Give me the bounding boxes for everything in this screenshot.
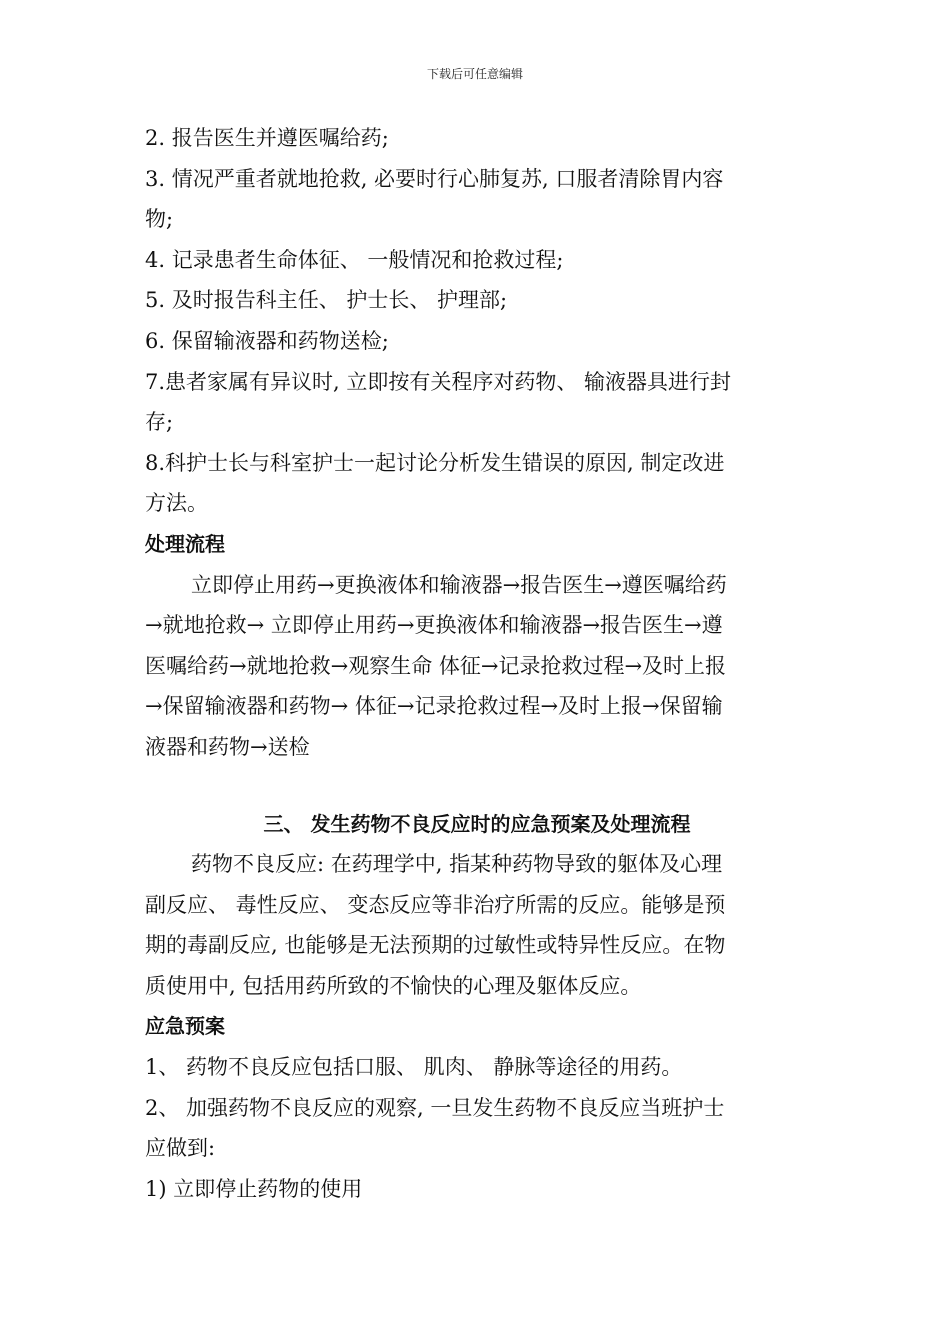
process-line: 医嘱给药→就地抢救→观察生命 体征→记录抢救过程→及时上报 — [145, 653, 727, 678]
list-item-6: 6. 保留输液器和药物送检; — [145, 328, 389, 353]
process-line: →就地抢救→ 立即停止用药→更换液体和输液器→报告医生→遵 — [145, 613, 723, 638]
section-3-title: 三、 发生药物不良反应时的应急预案及处理流程 — [263, 811, 691, 836]
list-item-7: 7.患者家属有异议时, 立即按有关程序对药物、 输液器具进行封 — [145, 369, 732, 394]
process-line: 液器和药物→送检 — [145, 734, 310, 759]
definition-line: 药物不良反应: 在药理学中, 指某种药物导致的躯体及心理 — [191, 852, 723, 877]
plan-item-2: 2、 加强药物不良反应的观察, 一旦发生药物不良反应当班护士 — [145, 1095, 725, 1120]
plan-heading: 应急预案 — [145, 1014, 225, 1039]
plan-item-2-continued: 应做到: — [145, 1136, 216, 1161]
process-heading: 处理流程 — [145, 531, 225, 556]
section-spacer — [145, 768, 809, 804]
list-item-5: 5. 及时报告科主任、 护士长、 护理部; — [145, 288, 508, 313]
process-line: 立即停止用药→更换液体和输液器→报告医生→遵医嘱给药 — [191, 572, 727, 597]
plan-item-1: 1、 药物不良反应包括口服、 肌肉、 静脉等途径的用药。 — [145, 1055, 683, 1080]
definition-line: 副反应、 毒性反应、 变态反应等非治疗所需的反应。能够是预 — [145, 892, 726, 917]
process-line: →保留输液器和药物→ 体征→记录抢救过程→及时上报→保留输 — [145, 694, 723, 719]
definition-line: 期的毒副反应, 也能够是无法预期的过敏性或特异性反应。在物 — [145, 933, 726, 958]
definition-line: 质使用中, 包括用药所致的不愉快的心理及躯体反应。 — [145, 973, 642, 998]
list-item-7-continued: 存; — [145, 410, 174, 435]
list-item-4: 4. 记录患者生命体征、 一般情况和抢救过程; — [145, 247, 564, 272]
document-body — [145, 118, 809, 1209]
list-item-3: 3. 情况严重者就地抢救, 必要时行心肺复苏, 口服者清除胃内容 — [145, 166, 724, 191]
page-header-note: 下载后可任意编辑 — [426, 67, 523, 81]
plan-subitem-1: 1) 立即停止药物的使用 — [145, 1176, 363, 1201]
list-item-8: 8.科护士长与科室护士一起讨论分析发生错误的原因, 制定改进 — [145, 450, 725, 475]
list-item-3-continued: 物; — [145, 207, 174, 232]
list-item-2: 2. 报告医生并遵医嘱给药; — [145, 126, 389, 150]
list-item-8-continued: 方法。 — [145, 491, 208, 516]
